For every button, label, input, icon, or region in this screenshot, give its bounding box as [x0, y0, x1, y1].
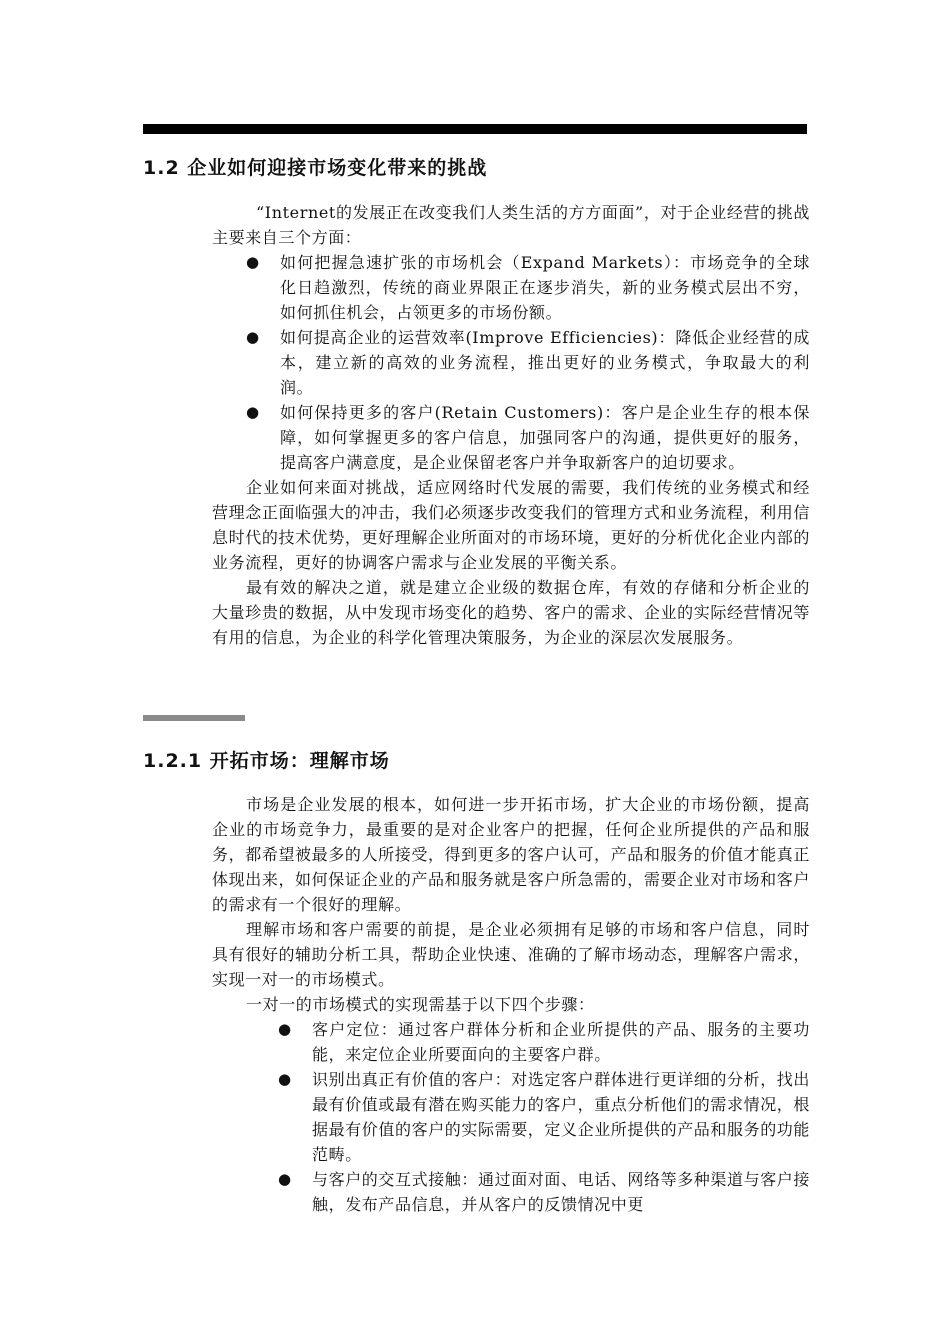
bullet-icon: ● — [246, 403, 260, 421]
subsection-title: 1.2.1 开拓市场：理解市场 — [143, 750, 390, 772]
body-paragraph: 最有效的解决之道，就是建立企业级的数据仓库，有效的存储和分析企业的大量珍贵的数据，从中发现市场变化的趋势、客户的需求、企业的实际经营情况等有用的信息，为企业的科学化管理决策服务，为企业的深层次发展服务。 — [212, 578, 810, 647]
list-item: ● 如何保持更多的客户(Retain Customers)：客户是企业生存的根本保障，如何掌握更多的客户信息，加强同客户的沟通，提供更好的服务，提高客户满意度，是企业保留老客户并争取新客户的迫切要求。 — [280, 400, 810, 475]
bullet-icon: ● — [278, 1020, 292, 1038]
section-body — [212, 200, 810, 650]
challenge-list — [212, 250, 810, 475]
list-item: ● 如何提高企业的运营效率(Improve Efficiencies)：降低企业经营的成本，建立新的高效的业务流程，推出更好的业务模式，争取最大的利润。 — [280, 325, 810, 400]
section-divider — [143, 715, 245, 721]
step-list — [212, 1017, 810, 1217]
header-rule — [143, 124, 807, 134]
body-paragraph: 企业如何来面对挑战，适应网络时代发展的需要，我们传统的业务模式和经营理念正面临强大的冲击，我们必须逐步改变我们的管理方式和业务流程，利用信息时代的技术优势，更好理解企业所面对的市场环境，更好的分析优化企业内部的业务流程，更好的协调客户需求与企业发展的平衡关系。 — [212, 478, 810, 572]
list-item: ● 识别出真正有价值的客户：对选定客户群体进行更详细的分析，找出最有价值或最有潜在购买能力的客户，重点分析他们的需求情况，根据最有价值的客户的实际需要，定义企业所提供的产品和服务的功能范畴。 — [312, 1067, 810, 1167]
body-paragraph: 一对一的市场模式的实现需基于以下四个步骤： — [246, 995, 595, 1014]
body-paragraph: 理解市场和客户需要的前提，是企业必须拥有足够的市场和客户信息，同时具有很好的辅助分析工具，帮助企业快速、准确的了解市场动态，理解客户需求，实现一对一的市场模式。 — [212, 920, 810, 989]
subsection-body — [212, 792, 810, 1217]
list-item: ● 客户定位：通过客户群体分析和企业所提供的产品、服务的主要功能，来定位企业所要面向的主要客户群。 — [312, 1017, 810, 1067]
list-item: ● 与客户的交互式接触：通过面对面、电话、网络等多种渠道与客户接触，发布产品信息，并从客户的反馈情况中更 — [312, 1167, 810, 1217]
bullet-icon: ● — [278, 1170, 292, 1188]
bullet-icon: ● — [246, 253, 260, 271]
bullet-icon: ● — [278, 1070, 292, 1088]
section-title: 1.2 企业如何迎接市场变化带来的挑战 — [143, 157, 488, 179]
intro-paragraph: “Internet的发展正在改变我们人类生活的方方面面”，对于企业经营的挑战主要来自三个方面： — [212, 203, 810, 247]
body-paragraph: 市场是企业发展的根本，如何进一步开拓市场，扩大企业的市场份额，提高企业的市场竞争力，最重要的是对企业客户的把握，任何企业所提供的产品和服务，都希望被最多的人所接受，得到更多的客户认可，产品和服务的价值才能真正体现出来，如何保证企业的产品和服务就是客户所急需的，需要企业对市场和客户的需求有一个很好的理解。 — [212, 795, 810, 914]
list-item: ● 如何把握急速扩张的市场机会（Expand Markets）：市场竞争的全球化日趋激烈，传统的商业界限正在逐步消失，新的业务模式层出不穷，如何抓住机会，占领更多的市场份额。 — [280, 250, 810, 325]
bullet-icon: ● — [246, 328, 260, 346]
